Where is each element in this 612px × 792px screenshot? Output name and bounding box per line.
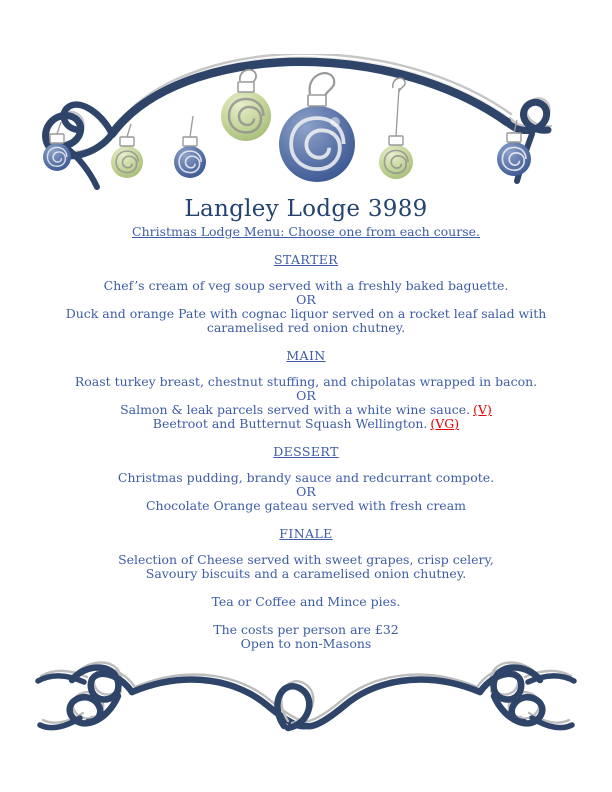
bauble-green-icon [111, 137, 143, 178]
menu-item-line [0, 417, 612, 431]
menu-item-line: Chocolate Orange gateau served with fresh cream [145, 498, 467, 513]
or-separator: OR [296, 292, 316, 307]
section-heading-starter: STARTER [273, 252, 339, 267]
price-line: The costs per person are £32 [213, 622, 399, 637]
ribbon-flourish-divider-icon [0, 650, 612, 762]
menu-item-line: Chef’s cream of veg soup served with a freshly baked baguette. [103, 278, 509, 293]
menu-subtitle: Christmas Lodge Menu: Choose one from each course. [132, 224, 480, 239]
menu-item-line [0, 403, 612, 417]
spacer [0, 581, 612, 595]
menu-item-line: Christmas pudding, brandy sauce and redcurrant compote. [117, 470, 495, 485]
menu-item-text: Salmon & leak parcels served with a white wine sauce. [120, 402, 471, 417]
section-heading-main: MAIN [286, 348, 326, 363]
section-heading-dessert: DESSERT [273, 444, 339, 459]
menu-item-line: Savoury biscuits and a caramelised onion chutney. [145, 566, 467, 581]
menu-item-line: Roast turkey breast, chestnut stuffing, and chipolatas wrapped in bacon. [74, 374, 538, 389]
menu-body [0, 196, 612, 651]
bauble-green-right-icon [379, 136, 413, 179]
bauble-blue-right-icon [497, 133, 531, 176]
menu-item-line: Selection of Cheese served with sweet grapes, crisp celery, [118, 552, 494, 567]
open-to-non-masons-line: Open to non-Masons [240, 636, 372, 651]
bauble-blue-large-icon [279, 95, 355, 182]
flourish-left [38, 663, 309, 728]
or-separator: OR [296, 484, 316, 499]
section-heading-finale: FINALE [279, 526, 333, 541]
or-separator: OR [296, 388, 316, 403]
flourish-right [303, 663, 574, 728]
christmas-baubles-ribbon-banner-icon [0, 54, 612, 204]
bauble-blue-icon [174, 137, 206, 178]
page-title: Langley Lodge 3989 [184, 196, 428, 222]
menu-item-line: caramelised red onion chutney. [206, 320, 406, 335]
menu-item-line: Tea or Coffee and Mince pies. [211, 594, 401, 609]
vegan-tag: (VG) [430, 416, 460, 431]
menu-item-text: Beetroot and Butternut Squash Wellington. [152, 416, 428, 431]
spacer [0, 609, 612, 623]
menu-item-line: Duck and orange Pate with cognac liquor served on a rocket leaf salad with [65, 306, 547, 321]
bauble-green-medium-icon [221, 82, 271, 141]
vegetarian-tag: (V) [473, 402, 492, 417]
